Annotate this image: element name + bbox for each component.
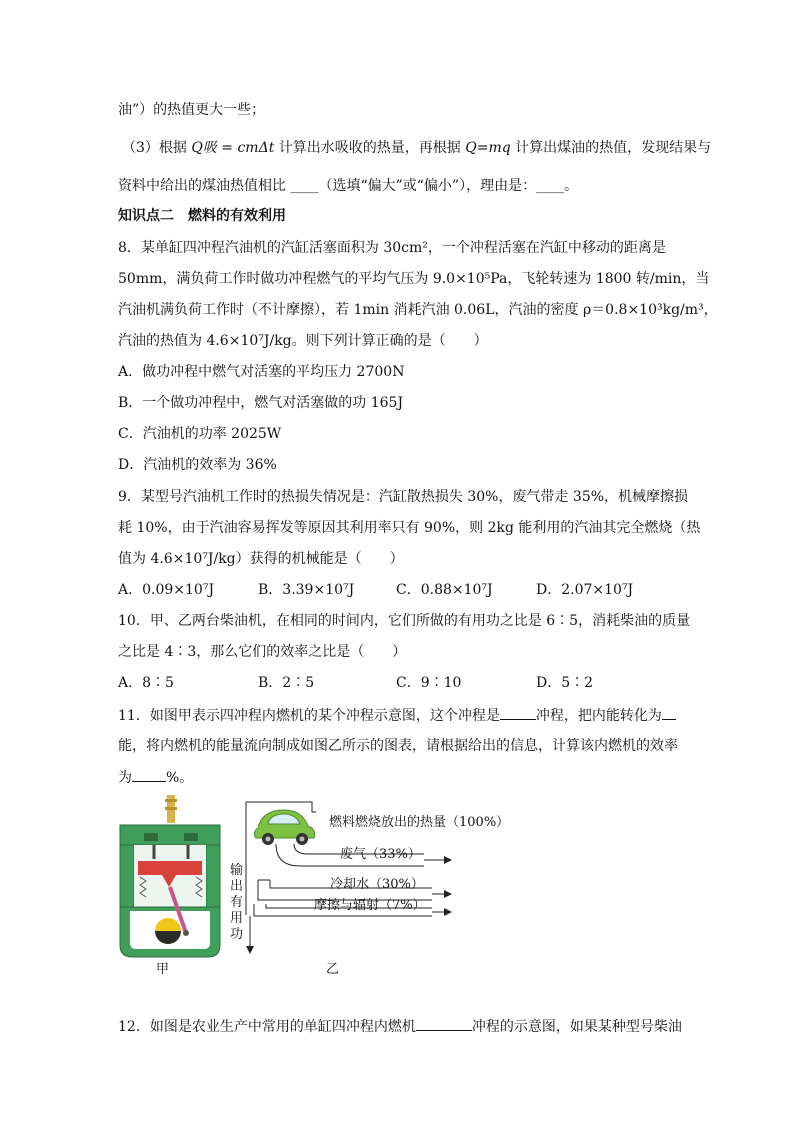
option-b: B．一个做功冲程中，燃气对活塞做的功 165J <box>118 395 404 411</box>
formula: Q=mq <box>465 140 511 156</box>
engine-diagram-icon <box>118 795 228 960</box>
question-8-line: 50mm，满负荷工作时做功冲程燃气的平均气压为 9.0×10⁵Pa，飞轮转速为 1800 转/min，当 <box>118 271 710 287</box>
question-8-line: 8．某单缸四冲程汽油机的汽缸活塞面积为 30cm²，一个冲程活塞在汽缸中移动的距离是 <box>118 240 666 256</box>
option-c: C．9∶10 <box>396 675 462 691</box>
question-10-line: 之比是 4∶3，那么它们的效率之比是（ ） <box>118 644 407 660</box>
question-8-line: 汽油机满负荷工作时（不计摩擦），若 1min 消耗汽油 0.06L，汽油的密度 ρ＝0.8×10³kg/m³， <box>118 302 718 318</box>
option-d: D．5∶2 <box>536 675 594 691</box>
question-11-line: 为 %。 <box>118 767 193 788</box>
question-12-line: 12．如图是农业生产中常用的单缸四冲程内燃机 冲程的示意图，如果某种型号柴油 <box>118 1016 682 1037</box>
answer-blank[interactable] <box>132 767 166 782</box>
figure-engine-energy-flow <box>118 795 538 980</box>
flow-label-total: 燃料燃烧放出的热量（100%） <box>329 815 510 830</box>
answer-blank[interactable] <box>416 1016 472 1031</box>
answer-blank[interactable] <box>662 705 676 720</box>
question-9-line: 9．某型号汽油机工作时的热损失情况是：汽缸散热损失 30%，废气带走 35%，机械摩擦损 <box>118 489 689 505</box>
flow-label-output: 输 出 有 用 功 <box>230 863 244 942</box>
answer-blank[interactable] <box>500 705 536 720</box>
option-a: A．0.09×10⁷J <box>118 582 215 598</box>
figure-label-jia: 甲 <box>156 962 170 977</box>
option-c: C．0.88×10⁷J <box>396 582 493 598</box>
option-b: B．2∶5 <box>258 675 315 691</box>
car-icon <box>254 810 314 845</box>
question-11-line: 能，将内燃机的能量流向制成如图乙所示的图表，请根据给出的信息，计算该内燃机的效率 <box>118 738 678 754</box>
flow-label-cooling: 冷却水（30%） <box>330 877 424 892</box>
question-9-line: 耗 10%，由于汽油容易挥发等原因其利用率只有 90%，则 2kg 能利用的汽油其完全燃烧（热 <box>118 520 701 536</box>
flow-label-exhaust: 废气（33%） <box>340 847 421 862</box>
option-c: C．汽油机的功率 2025W <box>118 426 282 442</box>
question-10-line: 10．甲、乙两台柴油机，在相同的时间内，它们所做的有用功之比是 6∶5，消耗柴油的质量 <box>118 613 691 629</box>
option-b: B．3.39×10⁷J <box>258 582 355 598</box>
option-d: D．2.07×10⁷J <box>536 582 634 598</box>
figure-label-yi: 乙 <box>326 962 340 977</box>
option-d: D．汽油机的效率为 36% <box>118 457 277 473</box>
formula: Q吸 = cmΔt <box>191 140 275 156</box>
option-a: A．做功冲程中燃气对活塞的平均压力 2700N <box>118 364 405 380</box>
text-line-q3: （3）根据 Q吸 = cmΔt 计算出水吸收的热量，再根据 Q=mq 计算出煤油的热值，发现结果与 <box>122 140 712 156</box>
question-9-line: 值为 4.6×10⁷J/kg）获得的机械能是（ ） <box>118 551 404 567</box>
section-heading: 知识点二 燃料的有效利用 <box>118 208 286 224</box>
question-8-line: 汽油的热值为 4.6×10⁷J/kg。则下列计算正确的是（ ） <box>118 333 488 349</box>
text-line: 油”）的热值更大一些； <box>118 102 266 118</box>
question-11-line: 11．如图甲表示四冲程内燃机的某个冲程示意图，这个冲程是 冲程，把内能转化为 <box>118 705 676 726</box>
text-line: 资料中给出的煤油热值相比 ____（选填“偏大”或“偏小”），理由是：____。 <box>118 178 579 194</box>
option-a: A．8∶5 <box>118 675 174 691</box>
flow-label-friction: 摩擦与辐射（7%） <box>314 898 426 913</box>
